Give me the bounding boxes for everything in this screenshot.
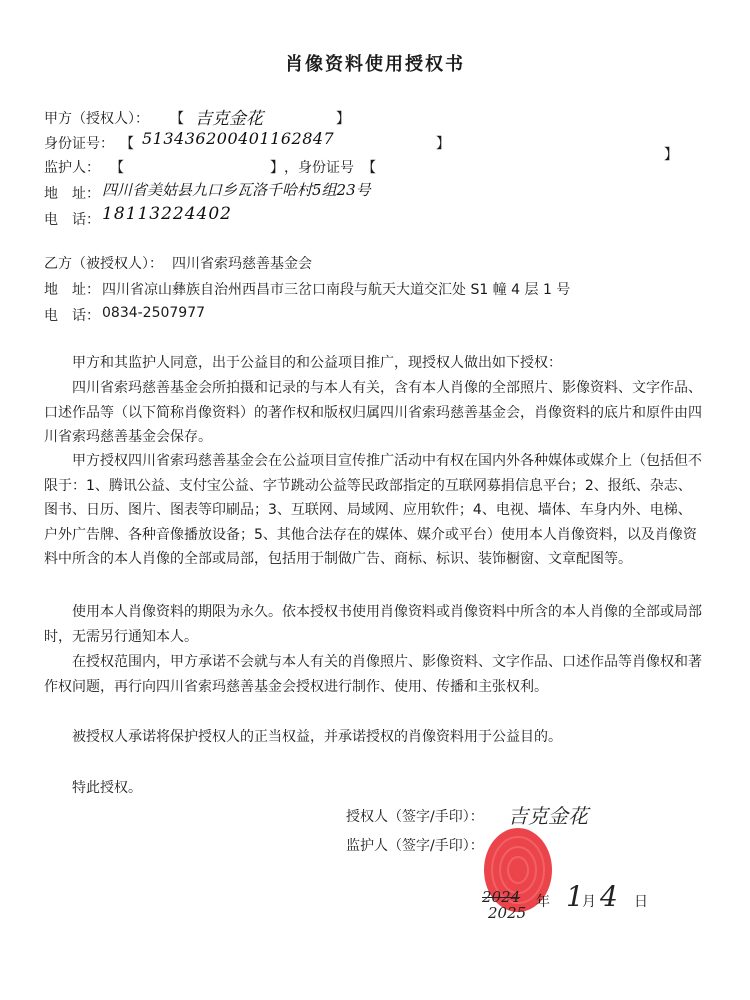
- party-b-phone: 0834-2507977: [102, 305, 206, 321]
- phone-handwritten: 18113224402: [102, 204, 232, 224]
- bracket-close: 】: [664, 147, 678, 163]
- id-label: 身份证号：: [44, 136, 114, 152]
- phone-label: 电 话：: [44, 212, 100, 228]
- bracket-close: 】: [336, 111, 350, 127]
- guardian-label: 监护人：: [44, 160, 100, 176]
- party-b-address: 四川省凉山彝族自治州西昌市三岔口南段与航天大道交汇处 S1 幢 4 层 1 号: [102, 282, 571, 298]
- party-a-label: 甲方（授权人）：: [44, 111, 149, 127]
- year-corrected-handwritten: 2025: [488, 904, 527, 922]
- paragraph-consent: 甲方和其监护人同意，出于公益目的和公益项目推广，现授权人做出如下授权：: [44, 355, 562, 371]
- paragraph-media-scope: 甲方授权四川省索玛慈善基金会在公益项目宣传推广活动中有权在国内外各种媒体或媒介上（包括但不限于：1、腾讯公益、支付宝公益、字节跳动公益等民政部指定的互联网募捐信息平台；2、报纸、杂志、图书、日历、图片、图表等印刷品；3、互联网、局域网、应用软件；4、电视、墙体、车身内外、电梯、户外广告牌、各种音像播放设备；5、其他合法存在的媒体、媒介或平台）使用本人肖像资料，以及肖像资料中所含的本人肖像的全部或局部，包括用于制做广告、商标、标识、装饰橱窗、文章配图等。: [44, 453, 702, 567]
- address-handwritten: 四川省美姑县九口乡瓦洛千哈村5组23号: [102, 181, 371, 199]
- grantor-signature-handwritten: 吉克金花: [508, 804, 588, 828]
- day-handwritten: 4: [600, 880, 618, 913]
- bracket-open: 【: [110, 160, 124, 176]
- month-unit: 月: [582, 894, 596, 910]
- id-number-handwritten: 513436200401162847: [142, 129, 335, 148]
- bracket-open: 【: [362, 160, 376, 176]
- paragraph-protection: 被授权人承诺将保护授权人的正当权益，并承诺授权的肖像资料用于公益目的。: [44, 729, 562, 745]
- address-label: 地 址：: [44, 186, 100, 202]
- party-b-label: 乙方（被授权人）：: [44, 256, 163, 272]
- paragraph-copyright: 四川省索玛慈善基金会所拍摄和记录的与本人有关，含有本人肖像的全部照片、影像资料、文字作品、口述作品等（以下简称肖像资料）的著作权和版权归属四川省索玛慈善基金会，肖像资料的底片和原件由四川省索玛慈善基金会保存。: [44, 380, 702, 445]
- paragraph-duration: 使用本人肖像资料的期限为永久。依本授权书使用肖像资料或肖像资料中所含的本人肖像的全部或局部时，无需另行通知本人。: [44, 604, 702, 645]
- year-unit: 年: [536, 894, 550, 910]
- guardian-id-label: ，身份证号: [284, 160, 354, 176]
- paragraph-commitment: 在授权范围内，甲方承诺不会就与本人有关的肖像照片、影像资料、文字作品、口述作品等肖像权和著作权问题，再行向四川省索玛慈善基金会授权进行制作、使用、传播和主张权利。: [44, 654, 702, 695]
- party-a-name-handwritten: 吉克金花: [195, 109, 263, 129]
- party-b-phone-label: 电 话：: [44, 308, 100, 324]
- grantor-signature-label: 授权人（签字/手印）：: [346, 809, 484, 825]
- month-handwritten: 1: [566, 880, 584, 913]
- bracket-open: 【: [120, 136, 134, 152]
- bracket-open: 【: [170, 111, 184, 127]
- bracket-close: 】: [270, 160, 284, 176]
- guardian-signature-label: 监护人（签字/手印）：: [346, 838, 484, 854]
- document-title: 肖像资料使用授权书: [285, 54, 465, 75]
- year-struck-out: 2024: [482, 888, 521, 906]
- party-b-name: 四川省索玛慈善基金会: [172, 256, 312, 272]
- party-b-address-label: 地 址：: [44, 282, 100, 298]
- bracket-close: 】: [436, 136, 450, 152]
- paragraph-closing: 特此授权。: [44, 780, 142, 796]
- day-unit: 日: [634, 894, 648, 910]
